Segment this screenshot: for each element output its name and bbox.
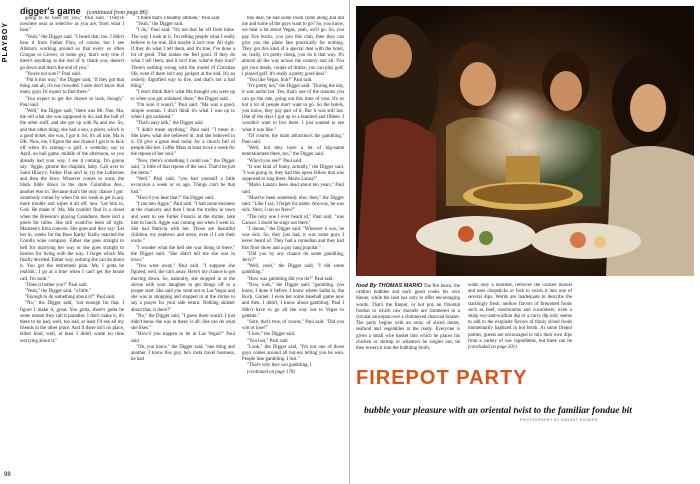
magazine-name: PLAYBOY: [2, 22, 9, 63]
paragraph: "How'd you hear that?" the Digger said.: [136, 195, 215, 201]
paragraph: "Does it bother you?" Paul said.: [25, 282, 88, 288]
paragraph: "The only one I ever heard of," Paul said, "was Caruso. I doubt he sings out there.": [242, 214, 344, 226]
byline: food By THOMAS MARIO: [356, 283, 423, 289]
paragraph: "I don't think that's what Ma thought you were up to when you got ordained, there," the Digger said.: [131, 90, 235, 102]
paragraph: "Now, there's something I could use," the Digger said, "a little of that repose of the soul. That'd be just the items.": [131, 158, 235, 177]
paragraph: "You expect to get the chance to look, though," Paul said.: [20, 96, 124, 108]
intro-column-2: [468, 283, 572, 363]
paragraph: "You were away," Paul said. "I suppose she figured, well, the cat's away. Here's my chance to get moving down. So, naturally, she stopped in at the shrine with your daughter to get things off to a proper start. She said you went out to Las Vegas and she was in shopping and stopped in at the shrine to say a prayer for your safe return. Nothing sinister about that, is there?": [131, 264, 235, 313]
continued-to: (continued on page 178): [247, 369, 295, 375]
paragraph: "Now, look," the Digger said, "gambling, you know, I done it before. I know where Sulba is, the Rock, Garnet. I even bet some baseball game now and then. I didn't, I know about gambling. Paul I didn't have to go all the way out to Vegas to gamble.": [242, 282, 344, 319]
paragraph: "Well, yeah," the Digger said, "I did some gambling.": [242, 264, 344, 276]
paragraph: "Look," the Digger said, "I'm not one of those guys comes around all hot-ass telling you he won. People lose gambling. I lost.": [242, 344, 344, 363]
intro-text-1: The fire burns, the caldron bubbles and each guest cooks his own dinner, while the host has only to offer encouraging words. That's the firepot, or hot pot, an Oriental fondue in which raw morsels are simmered in a circular saucepan over a chimneyed charcoal brazier. The party begins with an array of sliced meats, seafood and vegetables at the ready. Everyone is given a small wire basket into which he places his chicken or shrimp or whatever he singles out; he then lowers it into the bubbling broth,: [356, 284, 460, 352]
paragraph: "Well," the Digger said, "there was Mr. Noe, Ma, the old what she was supposed to do, and the hall of the other stuff, and she got up with Pa and me. So, and that other thing, she had a son, a priest, which is a good ticket, she was, I got it. So, it's all true, Ma is OK. Now, me, I figure the one chance I got is to kick off when it's raining—a golf, a weekday, say in April, no ball game, middle of the afternoon, so you already had your way. I see it coming. I'm gonna say: 'Aggie, gimme the chaplain, baby. Call over to Saint Hilary's. Father Finn ain't in, try the Lutherans and then the Jews. Whoever comes to want, the black bible down in the store Columbus Ave., another else in.' Because that's the only chance I got: somebody comes by when I'm too weak to get in any more trouble and wipes it all off, new. 'Let him in, God. He made it.' Ma, Ma couldn't find in a closet when the Breeson's playing Canadiens, there isn't a priest for miles. She still would've been all right. Maureen's Irma concern. She goes and they say: 'Let her in, weeks for the Boss Kathy' Kathy married the Corolla wine company. Either she goes straight to hell for marrying her way or she goes straight to heaven for living with the way. I forget which Ma finally decided. Either way, nothing she can do about it. You got the retirement plan. Me, I gotta be realistic. I go at a time when I can't get the house call, I'm sunk.": [20, 109, 124, 282]
paragraph: "I do," Paul said. "It's not that far off from mine. The way I look at it, I'm telling people what I really believe to be true. But maybe it isn't true. All right. If they do what I tell them, and it's true, I've done a lot of good. That makes me feel good. If they do what I tell them, and it isn't true, what're they hurt? There's nothing wrong with the model of Christian life, even if there isn't any jackpot at the end. It's an orderly, dignified way to live, and that's not a bad thing.": [131, 28, 235, 90]
paragraph: "Who'd you see?" Paul said.: [247, 158, 303, 164]
article-heading: [20, 6, 148, 16]
paragraph: going to be hard for you," Paul said. "They're nowhere near as selective as you are, from what I hear.": [20, 16, 124, 34]
paragraph: "I lose," the Digger said.: [247, 332, 296, 338]
paragraph: "No," the Digger said, "I guess there wasn't. I just didn't know she was in there, is all. She can do what she likes.": [131, 313, 235, 332]
paragraph: "No," the Digger said, "not enough for that. I figure I make it, great. You gotta, there's gotta be some reason they call it paradise. I don't make it, it's there to be had, well, too bad, at least I'll see all my friends in the other place. And if there isn't no place, either kind, well, at least I didn't waste no time worrying about it.": [20, 301, 124, 344]
photo-illustration: [356, 6, 694, 276]
concluded-note: (concluded on page 201): [468, 345, 517, 351]
paragraph: "Well," Paul said, "you had yourself a little excursion a week or so ago. Things can't be that bad.": [131, 177, 235, 195]
feature-subhead: bubble your pleasure with an oriental twist to the familiar fondue bit: [364, 406, 632, 416]
paragraph: "I wonder what the hell she was doing in there," the Digger said. "She didn't tell me she was in town.": [131, 245, 235, 263]
page-number: 98: [4, 472, 11, 478]
intro-column-1: [356, 283, 460, 363]
paragraph: "Yeah," the Digger said. "I heard that, too. I didn't hear it from Father Finn, of course, but I see Allston's working around so that every so often Coogan or Grover, or some guy, that's only true if there's anything to the rest of it, thank you, doesn't go down and that's the end of you.": [20, 34, 124, 71]
paragraph: "Sure, that's true, of course," Paul said. "Did you win or lose?": [242, 319, 344, 332]
paragraph: "I didn't mean anything," Paul said. "I mean it: She knew what she believed in, and she believed in it. I'd give a great deal today for a church full of people like her. I offer Mass at least twice a week for the repose of her soul.": [131, 127, 235, 158]
paragraph: "I ran into Aggie," Paul said. "I had some business at the chancery and then I took the trolley in town and went to see Father Francis at the shrine, take him to lunch. Aggie was coming out when I went in. She had Patricia with her. Those are beautiful children, my nephews and niece, even if I am their uncle.": [131, 202, 235, 245]
paragraph: "Well, but they have a lot of big-name entertainment there, too," the Digger said.: [242, 146, 344, 158]
continued-from: (continued from page 86): [86, 10, 148, 16]
text-column-2: [131, 16, 235, 476]
paragraph: "Did you by any chance do some gambling, Jerry?": [242, 251, 344, 263]
paragraph: "Yeah," the Digger said.: [136, 22, 184, 28]
photo-credit: PHOTOGRAPHY BY DWIGHT HOOKER: [520, 418, 598, 422]
text-column-3: [242, 16, 344, 476]
paragraph: "You like Vegas, huh?" Paul said.: [247, 78, 313, 84]
paragraph: "Must've been somebody else, then," the Digger said. "Like I say, I forget his name. Anyway, he was sick. Next, I run on Nero?": [242, 195, 344, 214]
paragraph: "Mario Lanza's been dead about ten years," Paul said.: [242, 183, 344, 195]
paragraph: "Enough to do something about it?" Paul said.: [25, 295, 116, 301]
paragraph: "That's why they run gambling, I: [247, 363, 312, 369]
paragraph: "Oh, you know," the Digger said, "one thing and another. I know this guy, he's insta travel business, he had: [131, 344, 235, 363]
paragraph: "You lost," Paul said.: [247, 338, 289, 344]
paragraph: "I think that's a healthy attitude," Paul said.: [136, 16, 221, 21]
paragraph: "You're not sure?" Paul said.: [25, 71, 81, 77]
firepot-party-photo: [356, 6, 694, 276]
title-banner: [356, 368, 578, 404]
paragraph: "I dunno," the Digger said. "Whoever it was, he was sick. So, they just had, it was some guys I never heard of. They had a comedian and they had this floor show and a guy sang popular.": [242, 226, 344, 251]
paragraph: "It was kind of funny, actually," the Digger said. "I was going to, they had this opera fellow that was supposed to sing there, Mario Lanza?": [242, 164, 344, 183]
paragraph: "Put it this way," the Digger said, "if they got that thing and all, it's not crowded. I sure don't know that many guys I'd expect to find there.": [20, 78, 124, 96]
paragraph: this deal, he had some room come along and did me and some of the guys want to go? So, you know, we hear a lot about Vegas, yeah, we'll go. So, you pay five bucks, you join this club, then they can give you the plane fare practically for nothing. They got this kind of a special deal with the hotel, so, really, it's pretty cheap, you do it that way. It's almost all the way across the country and all. You get your meals, couple of drinks, you can play golf. I played golf. It's really a pretty good deal.": [242, 16, 344, 77]
intro-text-2: waits only a moment, retrieves the cooked morsel and uses chopsticks or fork to swish it into one of several dips. Words are inadequate to describe the startlingly fresh, mellow flavors of firepotted foods such as beef, mushrooms and cucumbers; even a sharp soy-and-scallion dip or a curry dip only seems to add to the exquisite flavors of thinly sliced foods momentarily baptized in hot broth. At some firepot parties, guests are encouraged to mix their own dips from a variety of raw ingredients, but there can be: [468, 283, 572, 344]
text-column-1: [20, 16, 124, 476]
paragraph: "How was gambling did you do?" Paul said.: [247, 276, 334, 282]
paragraph: "I'm sure it wasn't," Paul said. "Ma was a good, simple woman. I don't think it's what I was up to when I got ordained.": [131, 102, 235, 121]
article-title: digger's game: [20, 6, 81, 16]
paragraph: "It's pretty hot," the Digger said. "During the day, it was awful hot. Yes, that's one of the reasons you can go the rate, going out this time of year. It's so hot a lot of people don't want to go. So the hotels, you know, they pay part of it. But it was still hot. One of the days I got up to a hundred and fifteen. I wouldn't want to live there. I just wanted to see what it was like.": [242, 84, 344, 133]
paragraph: "Yeah," the Digger said, "a little.": [25, 288, 92, 294]
paragraph: "How'd you happen to be in Las Vegas?" Paul said.: [131, 332, 235, 344]
paragraph: "That's easy talk," the Digger said.: [136, 121, 204, 127]
feature-title: FIREPOT PARTY: [356, 367, 528, 389]
paragraph: "Of course, the main attraction's the gambling," Paul said.: [242, 133, 344, 146]
